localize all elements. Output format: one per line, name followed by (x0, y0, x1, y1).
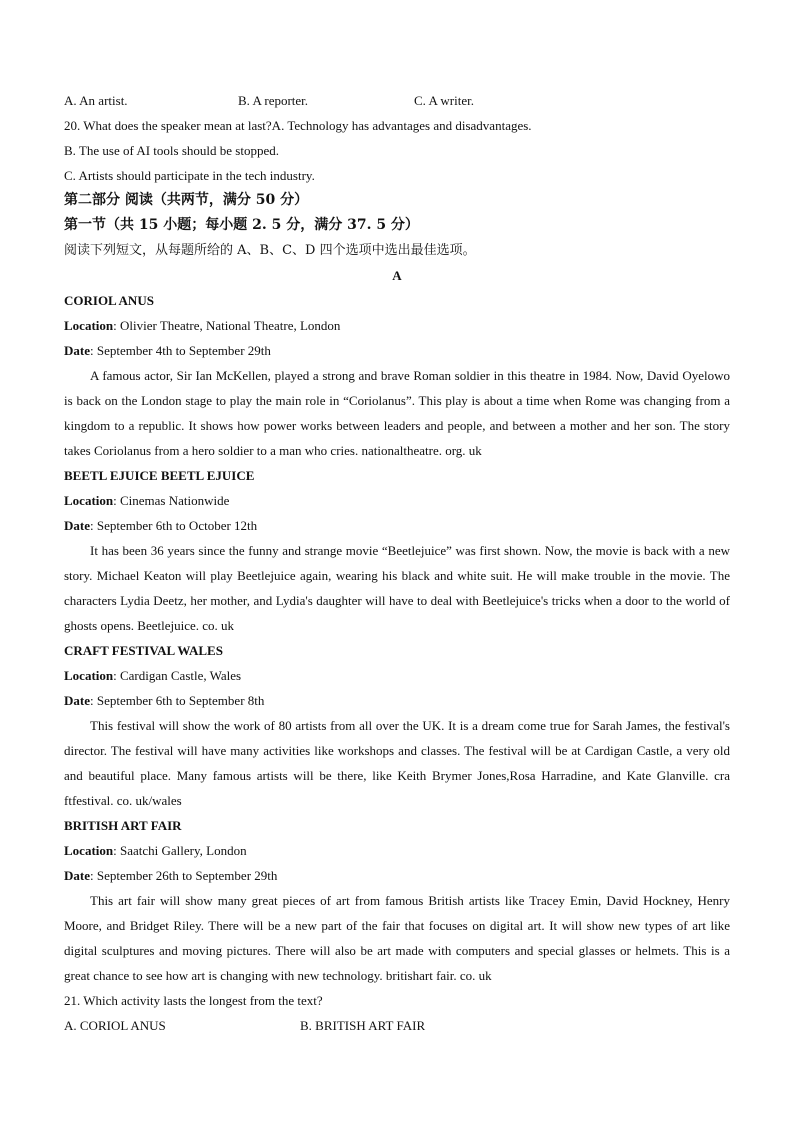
q19-option-a: A. An artist. (64, 93, 128, 108)
event-location (64, 838, 730, 863)
section1-heading: 第一节（共 15 小题；每小题 2. 5 分，满分 37. 5 分） (64, 217, 419, 233)
event-description: This art fair will show many great pieces of art from famous British artists like Tracey Emin, David Hockney, Henry Moore, and Bridget Riley. There will be a new part of the fair that focuses on digital art. It will show new types of art like digital sculptures and moving pictures. There will also be art made with computers and special glasses or helmets. This is a great chance to see how art is changing with new technology. britishart fair. co. uk (64, 893, 730, 983)
q21-stem: 21. Which activity lasts the longest from the text? (64, 993, 323, 1008)
event-title: BRITISH ART FAIR (64, 818, 182, 833)
q21-options (64, 1013, 730, 1038)
date-value: : September 4th to September 29th (90, 343, 271, 358)
location-value: : Olivier Theatre, National Theatre, London (113, 318, 341, 333)
location-label: Location (64, 493, 114, 508)
date-label: Date (64, 868, 90, 883)
event-date (64, 513, 730, 538)
event-beetlejuice (64, 463, 730, 638)
q19-options (64, 88, 730, 113)
event-location (64, 488, 730, 513)
date-label: Date (64, 693, 90, 708)
q20-option-c: C. Artists should participate in the tech industry. (64, 168, 315, 183)
date-value: : September 26th to September 29th (90, 868, 278, 883)
event-description: This festival will show the work of 80 artists from all over the UK. It is a dream come true for Sarah James, the festival's director. The festival will have many activities like workshops and classes. The festival will be at Cardigan Castle, a very old and beautiful place. Many famous artists will be there, like Keith Brymer Jones,Rosa Harradine, and Kate Glanville. cra ftfestival. co. uk/wales (64, 718, 730, 808)
location-value: : Cinemas Nationwide (113, 493, 230, 508)
location-label: Location (64, 318, 114, 333)
location-label: Location (64, 843, 114, 858)
event-date (64, 863, 730, 888)
event-title: CRAFT FESTIVAL WALES (64, 643, 223, 658)
date-label: Date (64, 343, 90, 358)
date-value: : September 6th to October 12th (90, 518, 258, 533)
location-value: : Cardigan Castle, Wales (113, 668, 242, 683)
q21-option-b: B. BRITISH ART FAIR (300, 1018, 426, 1033)
part2-heading: 第二部分 阅读（共两节，满分 50 分） (64, 192, 309, 208)
q20-stem: 20. What does the speaker mean at last?A. Technology has advantages and disadvantages. (64, 118, 532, 133)
event-title: BEETL EJUICE BEETL EJUICE (64, 468, 255, 483)
date-value: : September 6th to September 8th (90, 693, 265, 708)
exam-page (64, 88, 730, 1038)
event-location (64, 663, 730, 688)
event-craft-festival (64, 638, 730, 813)
q19-option-b: B. A reporter. (238, 93, 309, 108)
location-label: Location (64, 668, 114, 683)
event-description: It has been 36 years since the funny and strange movie “Beetlejuice” was first shown. Now, the movie is back with a new story. Michael Keaton will play Beetlejuice again, wearing his black and white suit. He will make trouble in the movie. The characters Lydia Deetz, her mother, and Lydia's daughter will have to deal with Beetlejuice's tricks when a door to the world of ghosts opens. Beetlejuice. co. uk (64, 543, 730, 633)
passage-letter: A (392, 268, 402, 283)
event-coriolanus (64, 288, 730, 463)
location-value: : Saatchi Gallery, London (113, 843, 247, 858)
event-location (64, 313, 730, 338)
instruction: 阅读下列短文，从每题所给的 A、B、C、D 四个选项中选出最佳选项。 (64, 243, 476, 258)
q19-option-c: C. A writer. (414, 93, 474, 108)
event-british-art-fair (64, 813, 730, 988)
q21-option-a: A. CORIOL ANUS (64, 1018, 166, 1033)
event-date (64, 338, 730, 363)
event-description: A famous actor, Sir Ian McKellen, played a strong and brave Roman soldier in this theatre in 1984. Now, David Oyelowo is back on the London stage to play the main role in “Coriolanus”. This play is about a time when Rome was changing from a kingdom to a republic. It shows how power works between leaders and people, and between a mother and her son. The story takes Coriolanus from a hero soldier to a man who cries. nationaltheatre. org. uk (64, 368, 730, 458)
event-date (64, 688, 730, 713)
q20-option-b: B. The use of AI tools should be stopped. (64, 143, 279, 158)
event-title: CORIOL ANUS (64, 293, 154, 308)
date-label: Date (64, 518, 90, 533)
